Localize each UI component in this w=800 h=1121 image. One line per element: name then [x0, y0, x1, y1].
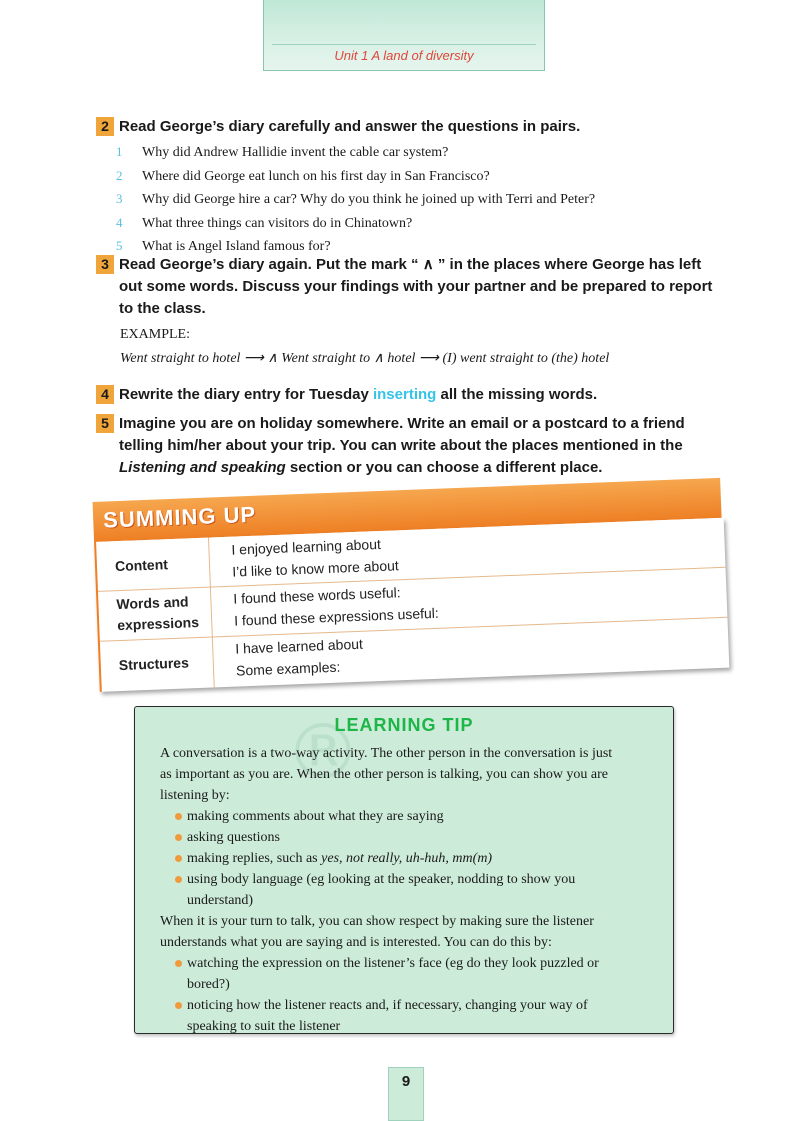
tip-paragraph: A conversation is a two-way activity. The other person in the conversation is just as important as you are. When the other person is talking, you can show you are listening by: — [160, 746, 613, 803]
task-number: 4 — [96, 385, 114, 404]
bullet-icon — [175, 1002, 182, 1009]
task-4: 4 Rewrite the diary entry for Tuesday inserting all the missing words. — [96, 384, 726, 406]
list-item: noticing how the listener reacts and, if necessary, changing your way of speaking to suit the listener — [175, 995, 655, 1037]
question-list — [116, 140, 736, 258]
list-item: using body language (eg looking at the speaker, nodding to show you understand) — [175, 869, 655, 911]
bullet-icon — [175, 855, 182, 862]
task-5: 5 Imagine you are on holiday somewhere. Write an email or a postcard to a friend telling him/her about your trip. You can write about the places mentioned in the Listening and speaking section or you can choose a different place. — [96, 413, 726, 479]
bullet-icon — [175, 876, 182, 883]
task-number: 3 — [96, 255, 114, 274]
bullet-icon — [175, 813, 182, 820]
watermark: ® — [285, 707, 361, 796]
header-rule — [272, 44, 536, 45]
page-number: 9 — [401, 1073, 411, 1090]
list-item: 1 Why did Andrew Hallidie invent the cable car system? — [116, 144, 449, 160]
list-item: asking questions — [175, 827, 655, 848]
learning-tip-box — [134, 706, 674, 1034]
highlighted-word: inserting — [372, 386, 437, 403]
list-item: 5 What is Angel Island famous for? — [116, 238, 331, 254]
list-item: 2 Where did George eat lunch on his first day in San Francisco? — [116, 167, 490, 184]
list-item: watching the expression on the listener’s face (eg do they look puzzled or bored?) — [175, 953, 655, 995]
task-number: 2 — [96, 117, 114, 136]
tip-paragraph: When it is your turn to talk, you can show respect by making sure the listener understands what you are saying and is interested. You can do this by: — [160, 914, 594, 950]
page-number-box — [388, 1067, 424, 1121]
learning-tip-title: LEARNING TIP — [334, 715, 474, 735]
bullet-icon — [175, 960, 182, 967]
task-instruction: Read George’s diary carefully and answer the questions in pairs. — [119, 118, 581, 135]
unit-header — [263, 0, 545, 71]
summing-up-table — [94, 518, 729, 692]
table-row: Structures I have learned about Some examples: — [118, 635, 364, 679]
unit-title: Unit 1 A land of diversity — [334, 48, 474, 63]
list-item: making replies, such as yes, not really, uh-huh, mm(m) — [175, 848, 655, 869]
table-row: Words and expressions I found these words useful: I found these expressions useful: — [98, 567, 727, 642]
table-row: Content I enjoyed learning about I’d like to know more about — [96, 518, 725, 592]
list-item: 3 Why did George hire a car? Why do you think he joined up with Terri and Peter? — [116, 191, 596, 207]
list-item: making comments about what they are saying — [175, 806, 655, 827]
task-2 — [96, 116, 726, 138]
summing-up-title: SUMMING UP — [102, 501, 257, 533]
task-3: 3 Read George’s diary again. Put the mark “ ∧ ” in the places where George has left out some words. Discuss your findings with your partner and be prepared to report to the class. — [96, 254, 726, 320]
task-number: 5 — [96, 414, 114, 433]
bullet-icon — [175, 834, 182, 841]
summing-up-card — [92, 464, 727, 686]
example-label: EXAMPLE: — [120, 327, 190, 342]
list-item: 4 What three things can visitors do in Chinatown? — [116, 214, 413, 231]
example-line: Went straight to hotel ⟶ ∧ Went straight to ∧ hotel ⟶ (I) went straight to (the) hotel — [120, 351, 610, 366]
